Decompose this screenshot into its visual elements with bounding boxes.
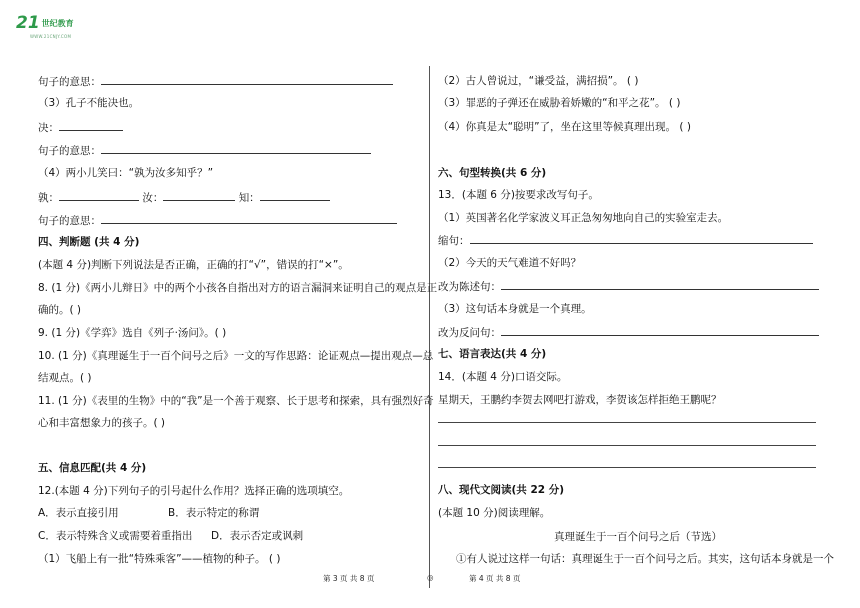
sentence-4: （4）两小儿笑曰：“孰为汝多知乎？” [38,167,214,179]
logo-mark: 21 [16,13,40,33]
page-center-mark: ◎ [427,573,434,582]
transform-2: （2）今天的天气难道不好吗？ [438,257,582,269]
transform-3: （3）这句话本身就是一个真理。 [438,303,592,315]
meaning-line-2: 句子的意思： [38,74,393,89]
sentence-3: （3）孔子不能决也。 [38,97,140,109]
meaning-line-3: 句子的意思： [38,143,371,158]
question-10: 10. (1 分)《真理诞生于一百个问号之后》一文的写作思路：论证观点—提出观点—总 [38,350,434,362]
question-11-cont: 心和丰富想象力的孩子。( ) [38,417,166,429]
section-7-heading: 七、语言表达(共 4 分) [438,348,547,360]
section-4-heading: 四、判断题 (共 4 分) [38,236,140,248]
answer-blank[interactable] [501,279,819,290]
section-6-heading: 六、句型转换(共 6 分) [438,167,547,179]
answer-blank[interactable] [260,190,330,201]
logo-subtext: WWW.21CNJY.COM [30,34,72,39]
section-4-instruction: (本题 4 分)判断下列说法是否正确，正确的打“√”，错误的打“×”。 [38,259,349,271]
option-b: B．表示特定的称谓 [168,507,260,519]
section-8-heading: 八、现代文阅读(共 22 分) [438,484,565,496]
question-11: 11. (1 分)《表里的生物》中的“我”是一个善于观察、长于思考和探索，具有强烈好奇 [38,395,434,407]
transform-3-answer: 改为反问句： [438,325,819,340]
answer-line-3[interactable] [438,467,816,468]
answer-blank[interactable] [59,190,139,201]
answer-blank[interactable] [101,213,397,224]
match-item-3: （3）罪恶的子弹还在威胁着娇嫩的“和平之花”。 ( ) [438,97,681,109]
match-item-4: （4）你真是太“聪明”了，坐在这里等候真理出现。 ( ) [438,121,691,133]
option-row-1 [38,506,259,520]
question-13: 13．(本题 6 分)按要求改写句子。 [438,189,599,201]
section-5-heading: 五、信息匹配(共 4 分) [38,462,147,474]
answer-line-1[interactable] [438,422,816,423]
page-number-left: 第 3 页 共 8 页 [323,574,375,583]
answer-blank[interactable] [101,74,393,85]
question-14-prompt: 星期天，王鹏约李贺去网吧打游戏，李贺该怎样拒绝王鹏呢？ [438,394,722,406]
transform-1-answer: 缩句： [438,233,813,248]
answer-blank[interactable] [101,143,371,154]
match-item-2: （2）古人曾说过，“谦受益，满招损”。 ( ) [438,75,639,87]
column-divider [429,66,430,588]
answer-blank[interactable] [470,233,813,244]
question-14: 14．(本题 4 分)口语交际。 [438,371,568,383]
question-15: (本题 10 分)阅读理解。 [438,507,551,519]
word-blanks-line: 孰： 汝： 知： [38,190,330,205]
meaning-line-4: 句子的意思： [38,213,397,228]
question-10-cont: 结观点。( ) [38,372,92,384]
question-9: 9. (1 分)《学弈》选自《列子·汤问》。( ) [38,327,227,339]
logo-text: 世纪教育 [41,18,74,28]
match-item-1: （1）飞船上有一批“特殊乘客”——植物的种子。 ( ) [38,553,281,565]
page-number-right: 第 4 页 共 8 页 [469,574,521,583]
passage-title: 真理诞生于一百个问号之后（节选） [554,531,722,543]
option-a: A．表示直接引用 [38,507,119,519]
question-8-cont: 确的。( ) [38,304,82,316]
option-d: D．表示否定或讽刺 [211,530,304,542]
passage-paragraph-1: ①有人说过这样一句话：真理诞生于一百个问号之后。其实，这句话本身就是一个 [456,553,834,565]
answer-line-2[interactable] [438,445,816,446]
word-jue-line: 决： [38,120,123,135]
transform-2-answer: 改为陈述句： [438,279,819,294]
question-12: 12.(本题 4 分)下列句子的引号起什么作用？选择正确的选项填空。 [38,485,350,497]
answer-blank[interactable] [59,120,123,131]
answer-blank[interactable] [501,325,819,336]
answer-blank[interactable] [163,190,235,201]
option-c: C．表示特殊含义或需要着重指出 [38,530,193,542]
transform-1: （1）英国著名化学家波义耳正急匆匆地向自己的实验室走去。 [438,212,729,224]
question-8: 8. (1 分)《两小儿辩日》中的两个小孩各自指出对方的语言漏洞来证明自己的观点是正 [38,282,438,294]
brand-logo [16,14,74,32]
option-row-2 [38,529,303,543]
